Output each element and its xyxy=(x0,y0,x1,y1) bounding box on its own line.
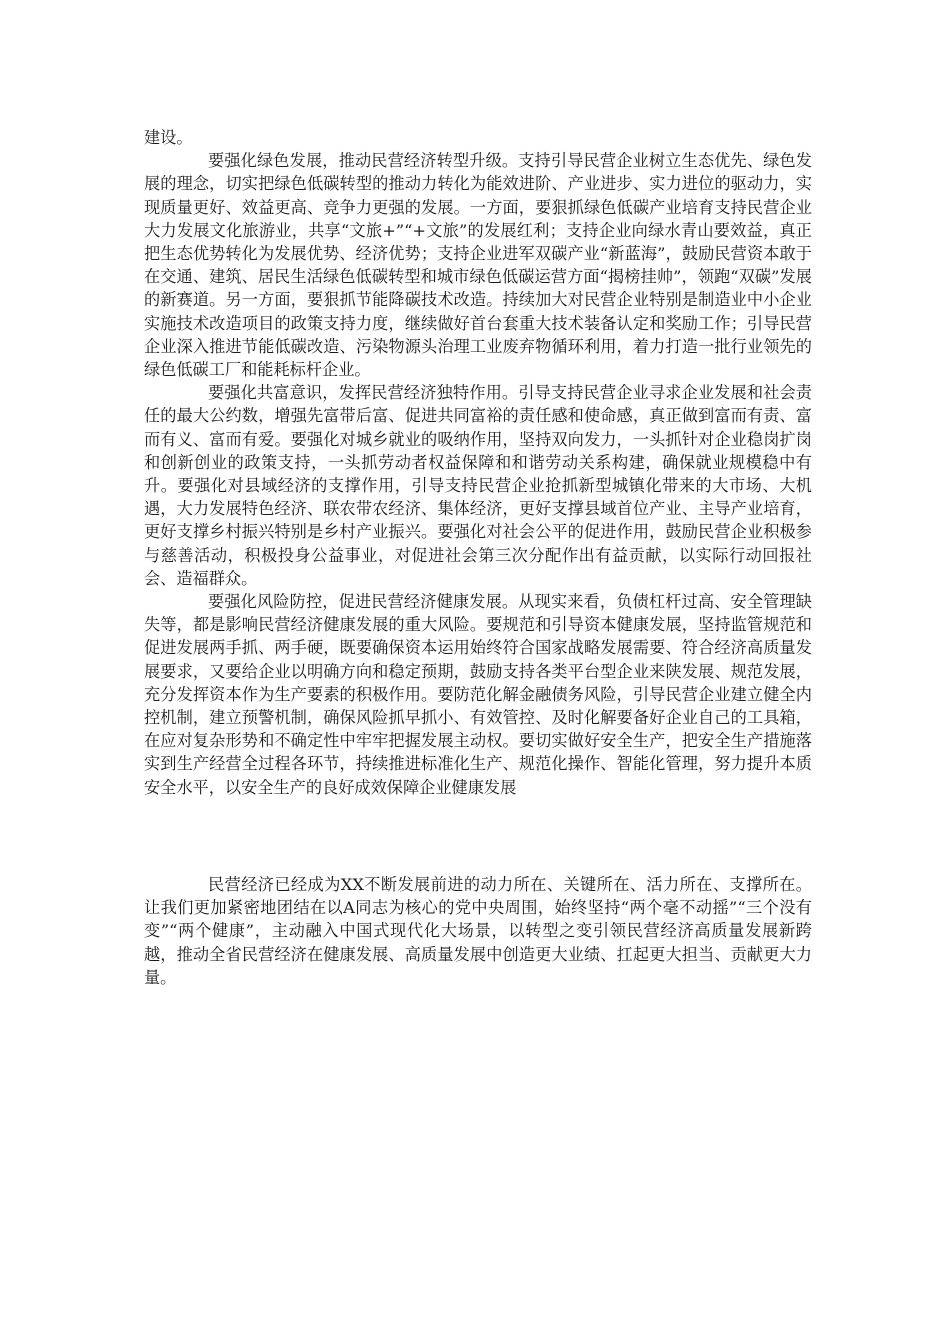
closing-text xyxy=(144,873,812,989)
paragraph-common-prosperity: 要强化共富意识，发挥民营经济独特作用。引导支持民营企业寻求企业发展和社会责任的最大公约数，增强先富带后富、促进共同富裕的责任感和使命感，真正做到富而有责、富而有义、富而有爱。要强化对城乡就业的吸纳作用，坚持双向发力，一头抓针对企业稳岗扩岗和创新创业的政策支持，一头抓劳动者权益保障和和谐劳动关系构建，确保就业规模稳中有升。要强化对县域经济的支撑作用，引导支持民营企业抢抓新型城镇化带来的大市场、大机遇，大力发展特色经济、联农带农经济、集体经济，更好支撑县域首位产业、主导产业培育，更好支撑乡村振兴特别是乡村产业振兴。要强化对社会公平的促进作用，鼓励民营企业积极参与慈善活动，积极投身公益事业，对促进社会第三次分配作出有益贡献，以实际行动回报社会、造福群众。 xyxy=(144,383,812,588)
paragraph-closing: 民营经济已经成为XX不断发展前进的动力所在、关键所在、活力所在、支撑所在。让我们更加紧密地团结在以A同志为核心的党中央周围，始终坚持“两个毫不动摇”“三个没有变”“两个健康”，主动融入中国式现代化大场景，以转型之变引领民营经济高质量发展新跨越，推动全省民营经济在健康发展、高质量发展中创造更大业绩、扛起更大担当、贡献更大力量。 xyxy=(144,875,812,987)
body-text xyxy=(144,126,812,799)
paragraph-risk-control: 要强化风险防控，促进民营经济健康发展。从现实来看，负债杠杆过高、安全管理缺失等，都是影响民营经济健康发展的重大风险。要规范和引导资本健康发展，坚持监管规范和促进发展两手抓、两手硬，既要确保资本运用始终符合国家战略发展需要、符合经济高质量发展要求，又要给企业以明确方向和稳定预期，鼓励支持各类平台型企业来陕发展、规范发展，充分发挥资本作为生产要素的积极作用。要防范化解金融债务风险，引导民营企业建立健全内控机制，建立预警机制，确保风险抓早抓小、有效管控、及时化解要备好企业自己的工具箱，在应对复杂形势和不确定性中牢牢把握发展主动权。要切实做好安全生产，把安全生产措施落实到生产经营全过程各环节，持续推进标准化生产、规范化操作、智能化管理，努力提升本质安全水平，以安全生产的良好成效保障企业健康发展 xyxy=(144,592,812,797)
paragraph-continuation: 建设。 xyxy=(144,128,193,147)
paragraph-green-development: 要强化绿色发展，推动民营经济转型升级。支持引导民营企业树立生态优先、绿色发展的理念，切实把绿色低碳转型的推动力转化为能效进阶、产业进步、实力进位的驱动力，实现质量更好、效益更高、竞争力更强的发展。一方面，要狠抓绿色低碳产业培育支持民营企业大力发展文化旅游业，共享“文旅+”“+文旅”的发展红利；支持企业向绿水青山要效益，真正把生态优势转化为发展优势、经济优势；支持企业进军双碳产业“新蓝海”，鼓励民营资本敢于在交通、建筑、居民生活绿色低碳转型和城市绿色低碳运营方面“揭榜挂帅”，领跑“双碳”发展的新赛道。另一方面，要狠抓节能降碳技术改造。持续加大对民营企业特别是制造业中小企业实施技术改造项目的政策支持力度，继续做好首台套重大技术装备认定和奖励工作；引导民营企业深入推进节能低碳改造、污染物源头治理工业废弃物循环利用，着力打造一批行业领先的绿色低碳工厂和能耗标杆企业。 xyxy=(144,151,812,380)
